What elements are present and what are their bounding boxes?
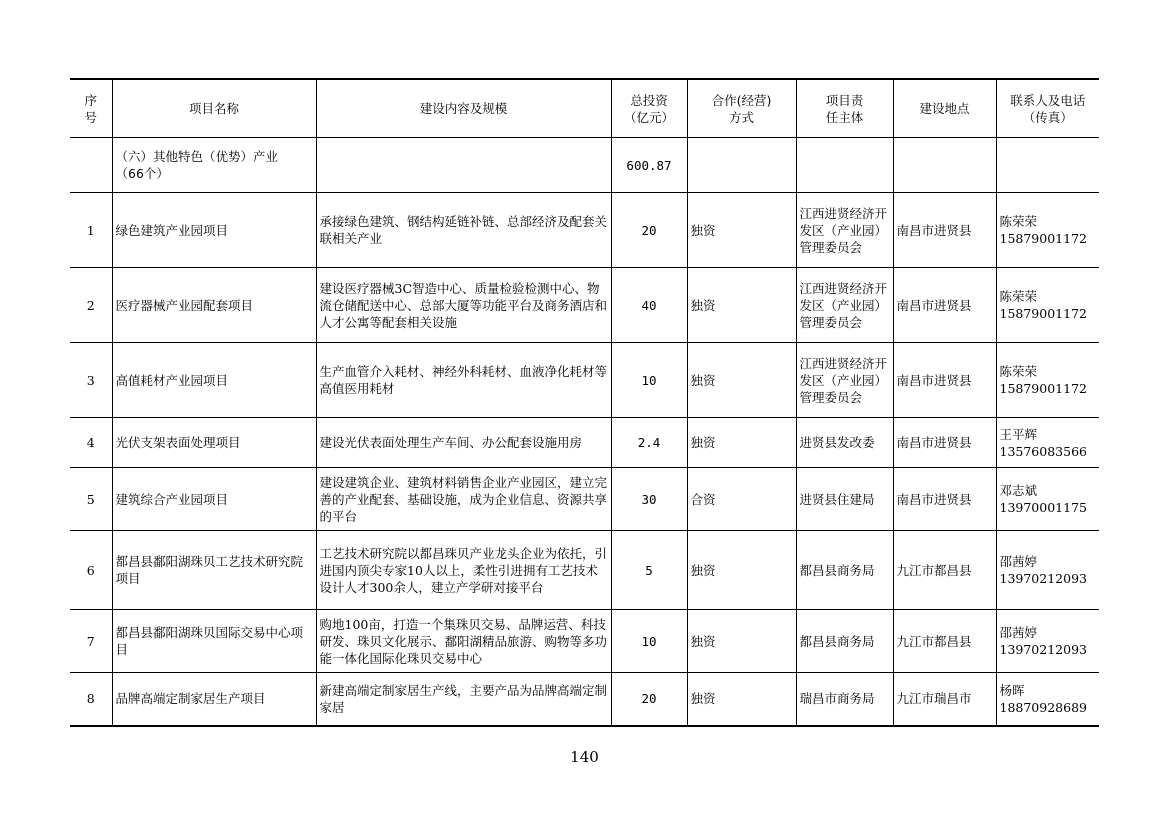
row-seq: 1 (70, 193, 112, 268)
row-location: 九江市瑞昌市 (893, 673, 996, 726)
row-investment: 5 (611, 531, 687, 610)
category-title: （六）其他特色（优势）产业 （66个） (112, 138, 316, 193)
row-seq: 5 (70, 468, 112, 531)
row-cooperation: 独资 (687, 343, 796, 418)
table-row (70, 673, 1099, 726)
row-location: 南昌市进贤县 (893, 268, 996, 343)
row-content: 生产血管介入耗材、神经外科耗材、血液净化耗材等高值医用耗材 (316, 343, 611, 418)
contact-name: 邓志斌 (999, 483, 1038, 498)
contact-name: 陈荣荣 (999, 289, 1038, 304)
row-cooperation: 独资 (687, 268, 796, 343)
category-seq-cell (70, 138, 112, 193)
contact-phone: 15879001172 (999, 231, 1087, 246)
row-contact (996, 610, 1099, 673)
row-content: 建设医疗器械3C智造中心、质量检验检测中心、物流仓储配送中心、总部大厦等功能平台及商务酒店和人才公寓等配套相关设施 (316, 268, 611, 343)
row-contact (996, 673, 1099, 726)
row-project-name: 医疗器械产业园配套项目 (112, 268, 316, 343)
contact-phone: 15879001172 (999, 306, 1087, 321)
row-location: 南昌市进贤县 (893, 418, 996, 468)
row-contact (996, 468, 1099, 531)
row-location: 南昌市进贤县 (893, 193, 996, 268)
row-contact (996, 268, 1099, 343)
row-location: 南昌市进贤县 (893, 343, 996, 418)
header-content: 建设内容及规模 (316, 79, 611, 138)
row-cooperation: 独资 (687, 531, 796, 610)
row-contact (996, 193, 1099, 268)
row-location: 南昌市进贤县 (893, 468, 996, 531)
row-cooperation: 独资 (687, 418, 796, 468)
row-location: 九江市都昌县 (893, 531, 996, 610)
row-owner: 进贤县发改委 (796, 418, 893, 468)
row-seq: 7 (70, 610, 112, 673)
header-contact: 联系人及电话 （传真） (996, 79, 1099, 138)
project-table (70, 78, 1099, 727)
row-contact (996, 531, 1099, 610)
row-investment: 40 (611, 268, 687, 343)
row-project-name: 光伏支架表面处理项目 (112, 418, 316, 468)
row-content: 承接绿色建筑、钢结构延链补链、总部经济及配套关联相关产业 (316, 193, 611, 268)
contact-name: 王平辉 (999, 426, 1038, 442)
table-row (70, 193, 1099, 268)
table-row (70, 418, 1099, 468)
row-seq: 2 (70, 268, 112, 343)
contact-phone: 15879001172 (999, 381, 1087, 396)
contact-name: 邵茜婷 (999, 554, 1038, 569)
row-cooperation: 独资 (687, 193, 796, 268)
table-row (70, 531, 1099, 610)
contact-phone: 13576083566 (999, 443, 1087, 459)
contact-name: 邵茜婷 (999, 625, 1038, 640)
row-owner: 江西进贤经济开发区（产业园）管理委员会 (796, 268, 893, 343)
category-cooperation-cell (687, 138, 796, 193)
row-project-name: 品牌高端定制家居生产项目 (112, 673, 316, 726)
row-owner: 江西进贤经济开发区（产业园）管理委员会 (796, 193, 893, 268)
row-investment: 2.4 (611, 418, 687, 468)
contact-phone: 13970001175 (999, 500, 1087, 515)
category-investment: 600.87 (611, 138, 687, 193)
row-investment: 30 (611, 468, 687, 531)
row-owner: 江西进贤经济开发区（产业园）管理委员会 (796, 343, 893, 418)
category-contact-cell (996, 138, 1099, 193)
row-project-name: 都昌县鄱阳湖珠贝国际交易中心项目 (112, 610, 316, 673)
project-table-wrapper (70, 78, 1099, 727)
contact-name: 杨晖 (999, 682, 1025, 698)
contact-phone: 13970212093 (999, 642, 1087, 657)
contact-phone: 18870928689 (999, 699, 1087, 715)
row-seq: 8 (70, 673, 112, 726)
row-investment: 20 (611, 673, 687, 726)
row-seq: 6 (70, 531, 112, 610)
category-content-cell (316, 138, 611, 193)
page-number: 140 (570, 748, 599, 766)
row-project-name: 绿色建筑产业园项目 (112, 193, 316, 268)
row-cooperation: 合资 (687, 468, 796, 531)
header-seq: 序 号 (70, 79, 112, 138)
row-content: 建设光伏表面处理生产车间、办公配套设施用房 (316, 418, 611, 468)
row-content: 建设建筑企业、建筑材料销售企业产业园区，建立完善的产业配套、基础设施，成为企业信息、资源共享的平台 (316, 468, 611, 531)
row-project-name: 高值耗材产业园项目 (112, 343, 316, 418)
header-project-name: 项目名称 (112, 79, 316, 138)
row-owner: 进贤县住建局 (796, 468, 893, 531)
row-content: 新建高端定制家居生产线，主要产品为品牌高端定制家居 (316, 673, 611, 726)
row-content: 购地100亩，打造一个集珠贝交易、品牌运营、科技研发、珠贝文化展示、鄱阳湖精品旅游、购物等多功能一体化国际化珠贝交易中心 (316, 610, 611, 673)
row-contact (996, 343, 1099, 418)
contact-phone: 13970212093 (999, 571, 1087, 586)
row-project-name: 都昌县鄱阳湖珠贝工艺技术研究院项目 (112, 531, 316, 610)
table-header-row (70, 79, 1099, 138)
row-contact (996, 418, 1099, 468)
header-location: 建设地点 (893, 79, 996, 138)
row-seq: 4 (70, 418, 112, 468)
row-content: 工艺技术研究院以都昌珠贝产业龙头企业为依托，引进国内顶尖专家10人以上，柔性引进拥有工艺技术设计人才300余人，建立产学研对接平台 (316, 531, 611, 610)
header-cooperation: 合作(经营) 方式 (687, 79, 796, 138)
row-investment: 10 (611, 343, 687, 418)
row-cooperation: 独资 (687, 610, 796, 673)
row-cooperation: 独资 (687, 673, 796, 726)
row-owner: 瑞昌市商务局 (796, 673, 893, 726)
category-row (70, 138, 1099, 193)
table-row (70, 268, 1099, 343)
row-owner: 都昌县商务局 (796, 531, 893, 610)
category-owner-cell (796, 138, 893, 193)
category-location-cell (893, 138, 996, 193)
table-row (70, 343, 1099, 418)
row-investment: 20 (611, 193, 687, 268)
row-location: 九江市都昌县 (893, 610, 996, 673)
row-seq: 3 (70, 343, 112, 418)
contact-name: 陈荣荣 (999, 214, 1038, 229)
row-owner: 都昌县商务局 (796, 610, 893, 673)
table-row (70, 468, 1099, 531)
row-investment: 10 (611, 610, 687, 673)
contact-name: 陈荣荣 (999, 364, 1038, 379)
table-row (70, 610, 1099, 673)
header-owner: 项目责 任主体 (796, 79, 893, 138)
header-investment: 总投资 （亿元） (611, 79, 687, 138)
row-project-name: 建筑综合产业园项目 (112, 468, 316, 531)
